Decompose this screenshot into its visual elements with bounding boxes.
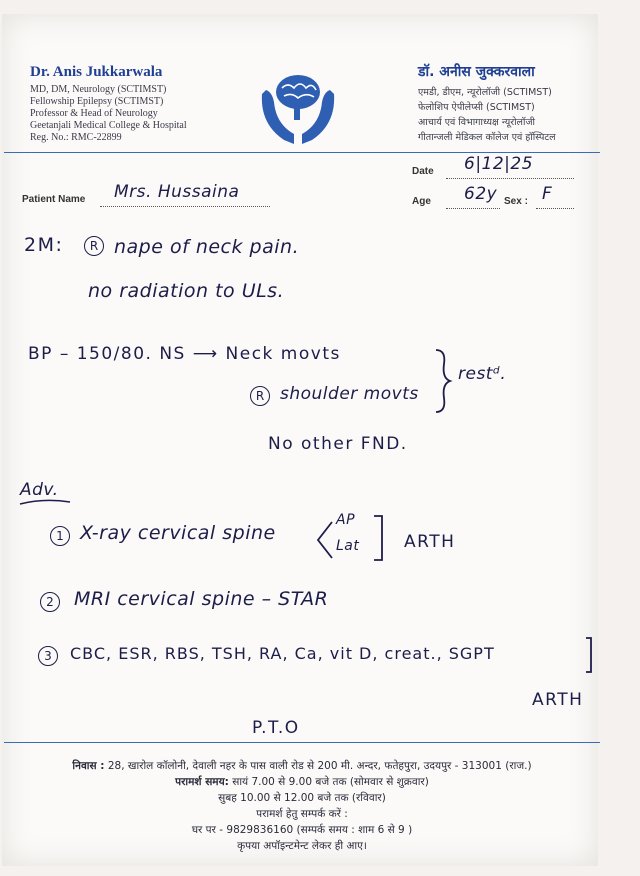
fellowship-line-hindi: फेलोशिप ऐपीलेप्सी (SCTIMST)	[418, 102, 535, 113]
contact-title: परामर्श हेतु सम्पर्क करें :	[256, 808, 348, 820]
right-side-circle: R	[84, 236, 104, 256]
advice-label: Adv.	[20, 480, 59, 500]
item-3-tag: ARTH	[532, 690, 584, 710]
age-label: Age	[412, 196, 431, 207]
consult-label: परामर्श समय:	[175, 776, 229, 788]
doctor-name-english: Dr. Anis Jukkarwala	[30, 64, 163, 80]
doctor-name-hindi: डॉ. अनीस जुक्करवाला	[418, 64, 535, 80]
item-number-3: 3	[38, 646, 58, 666]
brain-hands-logo-icon	[254, 64, 342, 148]
curly-brace-icon	[432, 348, 452, 414]
prescription-sheet	[2, 14, 598, 866]
complaint-line-2: no radiation to ULs.	[88, 280, 285, 302]
footer	[4, 758, 600, 854]
angle-bracket-icon	[314, 518, 334, 562]
consult-time: सायं 7.00 से 9.00 बजे तक (सोमवार से शुक्रवार)	[232, 776, 429, 788]
sunday-time: सुबह 10.00 से 12.00 बजे तक (रविवार)	[218, 792, 386, 804]
no-fnd-line: No other FND.	[268, 434, 408, 454]
advice-underline	[18, 498, 72, 506]
shoulder-line: shoulder movts	[280, 384, 419, 404]
date-value: 6|12|25	[464, 154, 534, 174]
item-2-text: MRI cervical spine – STAR	[74, 588, 329, 610]
square-bracket-icon	[372, 514, 386, 564]
item-1-text: X-ray cervical spine	[80, 522, 276, 544]
patient-name-label: Patient Name	[22, 194, 86, 205]
doctor-info-hindi	[418, 62, 598, 145]
qualification-line: MD, DM, Neurology (SCTIMST)	[30, 84, 167, 95]
sex-value: F	[542, 184, 553, 204]
registration-line: Reg. No.: RMC-22899	[30, 132, 122, 143]
item-3-text: CBC, ESR, RBS, TSH, RA, Ca, vit D, creat., SGPT	[70, 644, 495, 663]
phone-line: घर पर - 9829836160 (सम्पर्क समय : शाम 6 से 9 )	[191, 824, 413, 836]
hospital-line-hindi: गीतान्जली मेडिकल कॉलेज एवं हॉस्पिटल	[418, 132, 556, 143]
date-label: Date	[412, 166, 434, 177]
item-number-2: 2	[40, 592, 60, 612]
residence-label: निवास :	[72, 760, 105, 772]
item-number-1: 1	[50, 526, 70, 546]
doctor-info-english	[30, 64, 240, 144]
shoulder-side-circle: R	[250, 386, 270, 406]
appointment-line: कृपया अपॉइन्टमेन्ट लेकर ही आए।	[237, 840, 367, 852]
position-line-hindi: आचार्य एवं विभागाध्यक्ष न्यूरोलॉजी	[418, 117, 535, 128]
complaint-prefix: 2M:	[24, 234, 64, 256]
pto-note: P.T.O	[252, 718, 300, 738]
item-1-sub-lat: Lat	[336, 538, 360, 554]
residence-address: 28, खारोल कॉलोनी, देवाली नहर के पास वाली रोड से 200 मी. अन्दर, फतेहपुरा, उदयपुर - 313001 (राज.)	[107, 760, 532, 772]
patient-name-value: Mrs. Hussaina	[114, 182, 240, 202]
item-1-tag: ARTH	[404, 532, 456, 552]
age-value: 62y	[464, 184, 498, 204]
hospital-line: Geetanjali Medical College & Hospital	[30, 120, 187, 131]
qualification-line-hindi: एमडी, डीएम, न्यूरोलॉजी (SCTIMST)	[418, 87, 552, 98]
footer-divider	[4, 742, 600, 743]
fellowship-line: Fellowship Epilepsy (SCTIMST)	[30, 96, 164, 107]
sex-label: Sex :	[504, 196, 528, 207]
position-line: Professor & Head of Neurology	[30, 108, 158, 119]
restricted-note: restᵈ.	[458, 364, 507, 384]
bp-ns-line: BP – 150/80. NS ⟶ Neck movts	[28, 344, 341, 364]
item-1-sub-ap: AP	[336, 512, 356, 528]
complaint-line-1: nape of neck pain.	[114, 236, 300, 258]
square-bracket-icon	[584, 636, 594, 676]
header-divider	[4, 152, 600, 153]
